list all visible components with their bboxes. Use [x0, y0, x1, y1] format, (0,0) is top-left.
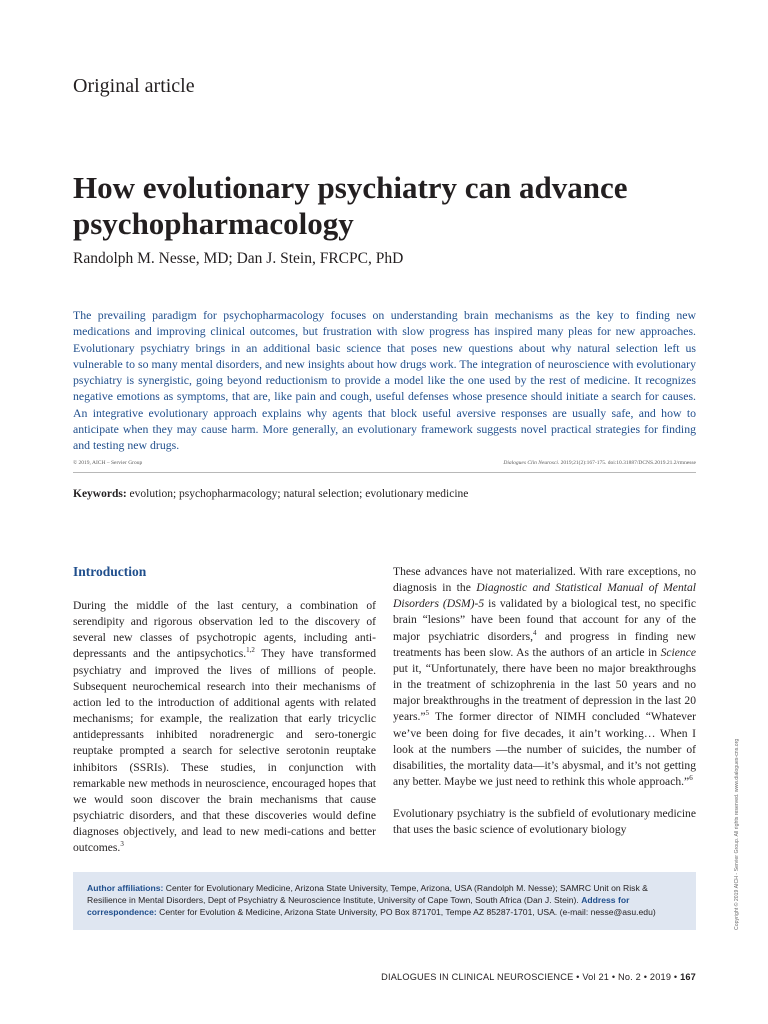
author-affiliations-text: Center for Evolutionary Medicine, Arizona State University, Tempe, Arizona, USA (Randolph M. Nesse); SAMRC Unit on Risk & Resilience in Mental Disorders, Dept of Psychiatry & Neuroscience Institute, University of Cape Town, South Africa (Dan J. Stein).: [87, 883, 648, 906]
affiliations-box: [73, 872, 696, 930]
citation-rest: 2019;21(2):167-175. doi:10.31887/DCNS.2019.21.2/rmnesse: [559, 460, 696, 466]
article-title: How evolutionary psychiatry can advance psychopharmacology: [73, 170, 628, 241]
article-authors: Randolph M. Nesse, MD; Dan J. Stein, FRCPC, PhD: [73, 250, 404, 267]
divider: [73, 472, 696, 473]
citation-journal: Dialogues Clin Neurosci.: [503, 460, 560, 466]
right-paragraph-2: Evolutionary psychiatry is the subfield of evolutionary medicine that uses the basic science of evolutionary biology: [393, 807, 696, 837]
right-column-text: [393, 564, 696, 855]
keywords: [73, 488, 696, 500]
keywords-list: evolution; psychopharmacology; natural selection; evolutionary medicine: [126, 488, 469, 500]
author-affiliations-label: Author affiliations:: [87, 883, 164, 893]
footer-journal: DIALOGUES IN CLINICAL NEUROSCIENCE • Vol 21 • No. 2 • 2019 •: [381, 972, 681, 982]
page-number: 167: [680, 972, 696, 982]
keywords-label: Keywords:: [73, 488, 127, 500]
copyright-row: [73, 460, 696, 466]
left-column-text: [73, 598, 376, 857]
copyright-left: © 2019, AICH – Servier Group: [73, 460, 143, 466]
correspondence-label: Address for correspondence:: [87, 895, 630, 918]
section-label: Original article: [73, 75, 195, 97]
introduction-heading: Introduction: [73, 564, 147, 579]
intro-paragraph: During the middle of the last century, a combination of serendipity and rigorous observation led to the discovery of several new classes of psychotropic agents, including anti-depressants and the antipsychotics.$^{1,2}$ They have transformed psychiatry and improved the lives of millions of people. Subsequent neurochemical research into their mechanisms of action led to the introduction of additional agents with related mechanisms; for example, the realization that early tricyclic antidepressants inhibited noradrenergic and sero-tonergic reuptake prompted a search for selective serotonin reuptake inhibitors (SSRIs). These studies, in conjunction with remarkable new methods in neuroscience, encouraged hopes that we would soon discover the brain mechanisms that cause psychiatric disorders, and that these discoveries would define diagnoses objectively, and lead to new medi-cations and better outcomes.$^3$: [73, 599, 376, 855]
abstract: The prevailing paradigm for psychopharmacology focuses on understanding brain mechanisms as the key to finding new medications and improving clinical outcomes, but frustration with slow progress has inspired many pleas for new approaches. Evolutionary psychiatry brings in an additional basic science that poses new questions about why natural selection left us vulnerable to so many mental disorders, and new insights about how drugs work. The integration of neuroscience with evolutionary psychiatry is synergistic, going beyond reductionism to provide a model like the one used by the rest of medicine. It recognizes negative emotions as symptoms, that are, like pain and cough, useful defenses whose presence should initiate a search for causes. An integrative evolutionary approach explains why agents that block useful aversive responses are usually safe, and how to anticipate when they may cause harm. More generally, an evolutionary framework suggests novel practical strategies for finding and testing new drugs.: [73, 308, 696, 453]
side-copyright: Copyright © 2019 AICH - Servier Group. All rights reserved. www.dialogues-cns.org: [734, 738, 740, 930]
correspondence-text: Center for Evolution & Medicine, Arizona State University, PO Box 871701, Tempe AZ 85287-1701, USA. (e-mail: nesse@asu.edu): [156, 907, 656, 918]
citation: [503, 460, 696, 466]
page-footer: [381, 972, 696, 982]
right-paragraph-1: These advances have not materialized. With rare exceptions, no diagnosis in the Diagnostic and Statistical Manual of Mental Disorders (DSM)-5 is validated by a biological test, no specific brain “lesions” have been found that account for any of the major psychiatric disorders,$^4$ and progress in finding new treatments has been slow. As the authors of an article in Science put it, “Unfortunately, there have been no major breakthroughs in the treatment of schizophrenia in the last 50 years and no major breakthroughs in the treatment of depression in the last 20 years.”$^5$ The former director of NIMH concluded “Whatever we’ve been doing for five decades, it ain’t working… When I look at the numbers —the number of suicides, the number of disabilities, the mortality data—it’s abysmal, and it’s not getting any better. Maybe we just need to rethink this whole approach.”$^6$: [393, 565, 696, 789]
